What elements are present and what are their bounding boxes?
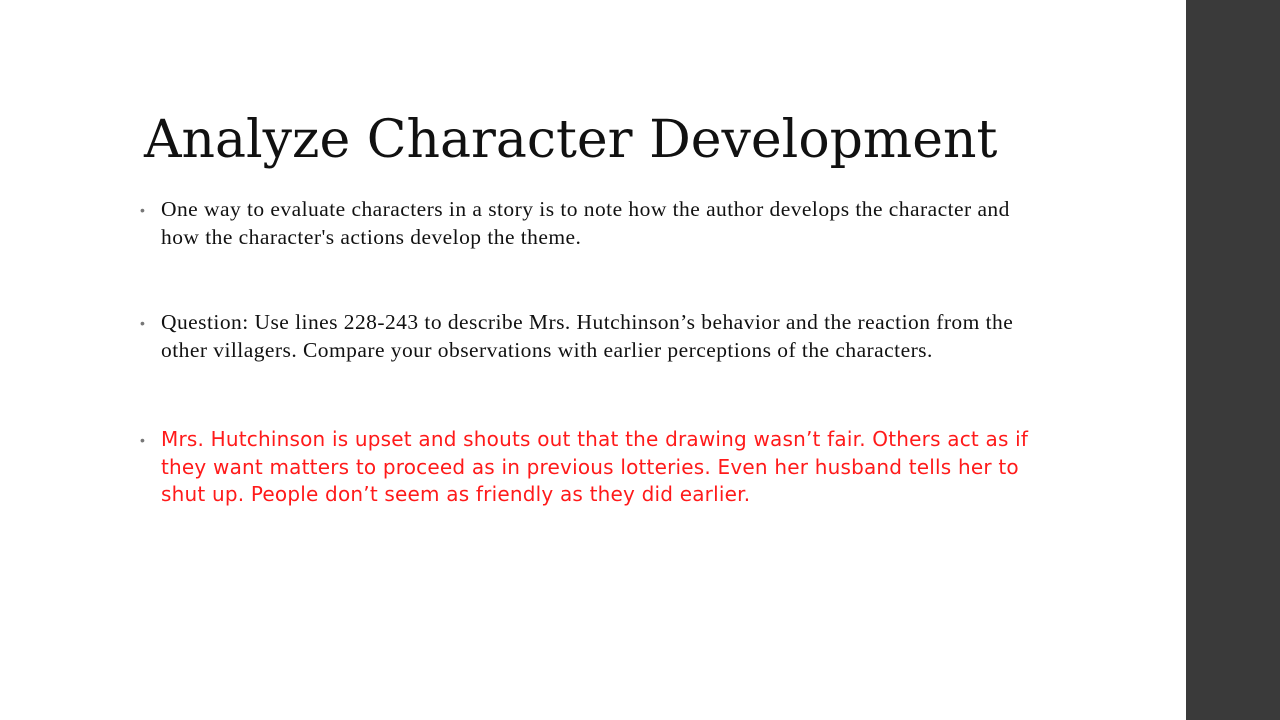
bullet-text-intro: One way to evaluate characters in a story is to note how the author develops the character and how the character's actions develop the theme. <box>161 197 1010 249</box>
slide-title: Analyze Character Development <box>144 110 998 170</box>
bullet-marker: • <box>140 202 145 218</box>
bullet-text-question: Question: Use lines 228-243 to describe Mrs. Hutchinson’s behavior and the reaction from the other villagers. Compare your observations with earlier perceptions of the characters. <box>161 310 1014 362</box>
bullet-text-answer: Mrs. Hutchinson is upset and shouts out that the drawing wasn’t fair. Others act as if they want matters to proceed as in previous lotteries. Even her husband tells her to shut up. People don’t seem as friendly as they did earlier. <box>161 427 1029 506</box>
bullet-item-intro <box>140 196 1040 251</box>
bullet-marker: • <box>140 432 145 448</box>
side-bar <box>1186 0 1280 720</box>
bullet-marker: • <box>140 315 145 331</box>
bullet-item-answer <box>140 426 1040 509</box>
bullet-item-question <box>140 309 1040 364</box>
bullet-list <box>140 196 1040 509</box>
